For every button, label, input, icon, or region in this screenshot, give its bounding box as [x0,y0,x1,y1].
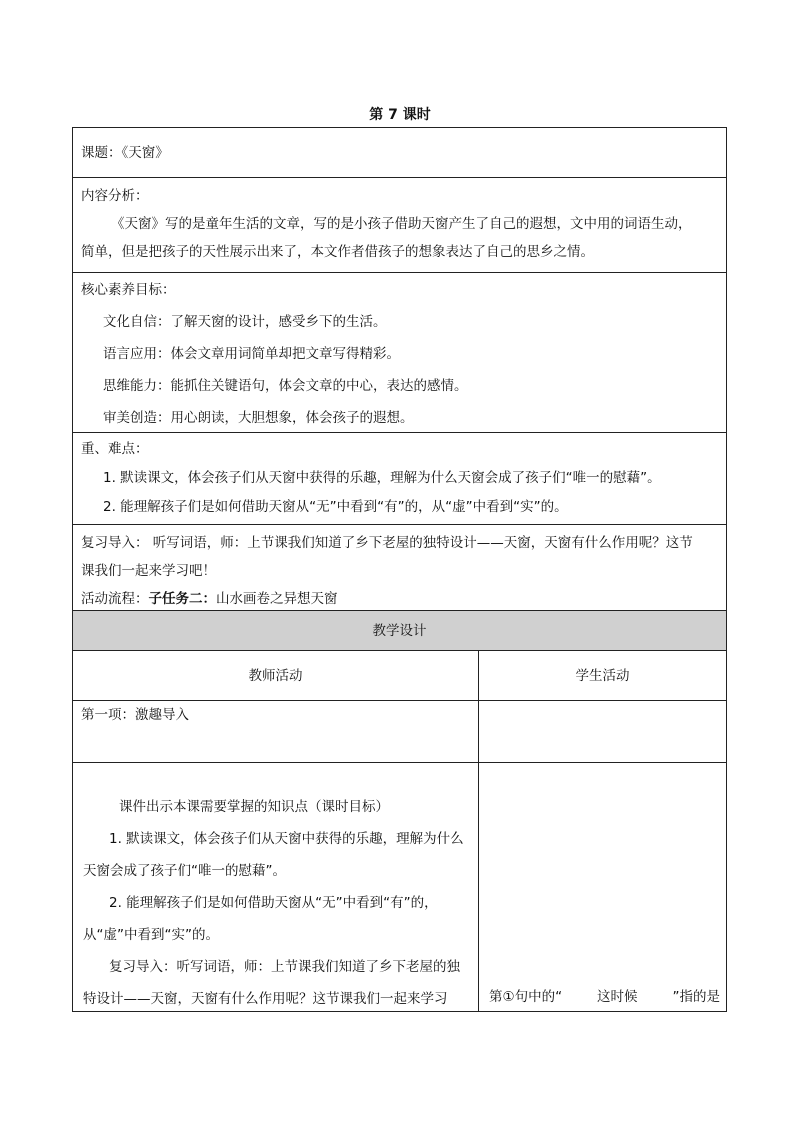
review-line-1: 复习导入： 听写词语，师：上节课我们知道了乡下老屋的独特设计——天窗，天窗有什么作用呢？这节 [81,535,693,551]
flow-rest: 山水画卷之异想天窗 [216,591,338,607]
activity-flow [81,585,718,613]
body-line: 1. 默读课文，体会孩子们从天窗中获得的乐趣，理解为什么 [109,831,464,847]
student-q-part: ”指的是 [672,989,720,1005]
teacher-body [73,763,479,1011]
goal-item: 审美创造：用心朗读，大胆想象，体会孩子的遐想。 [103,410,414,426]
goals-label: 核心素养目标： [81,282,176,298]
lesson-plan-table [72,127,727,1012]
student-q-part: 第①句中的“ [489,989,563,1005]
step-1-student-cell [479,701,726,762]
student-activity-header: 学生活动 [575,668,630,684]
review-line-2: 课我们一起来学习吧！ [81,563,216,579]
analysis-label: 内容分析： [81,188,149,204]
body-line: 2. 能理解孩子们是如何借助天窗从“无”中看到“有”的， [109,895,438,911]
body-row [73,763,726,1011]
key-points-row [73,433,726,525]
design-header: 教学设计 [73,611,726,651]
analysis-line-2: 简单，但是把孩子的天性展示出来了，本文作者借孩子的想象表达了自己的思乡之情。 [81,244,594,260]
review-row [73,525,726,611]
student-question [489,985,720,1009]
analysis-line-1: 《天窗》写的是童年生活的文章，写的是小孩子借助天窗产生了自己的遐想，文中用的词语生动， [111,216,692,232]
body-line: 从“虚”中看到“实”的。 [83,927,219,943]
body-line: 天窗会成了孩子们“唯一的慰藉”。 [83,863,286,879]
body-line: 复习导入：听写词语，师：上节课我们知道了乡下老屋的独 [109,959,460,975]
key-point-item: 2. 能理解孩子们是如何借助天窗从“无”中看到“有”的，从“虚”中看到“实”的。 [103,499,568,515]
student-q-part: 这时候 [597,989,638,1005]
goals-row [73,273,726,433]
body-line: 课件出示本课需要掌握的知识点（课时目标） [119,799,389,815]
key-points-label: 重、难点： [81,441,149,457]
goal-item: 语言应用：体会文章用词简单却把文章写得精彩。 [103,346,400,362]
analysis-row [73,178,726,273]
column-header-row [73,651,726,701]
flow-task: 子任务二： [148,591,216,607]
student-body [479,763,726,1011]
key-point-item: 1. 默读课文，体会孩子们从天窗中获得的乐趣，理解为什么天窗会成了孩子们“唯一的慰藉”。 [103,470,661,486]
step-row [73,701,726,763]
topic-text: 课题：《天窗》 [81,145,169,161]
flow-label: 活动流程： [81,591,149,607]
body-line: 特设计——天窗，天窗有什么作用呢？这节课我们一起来学习 [83,991,448,1007]
topic-row [73,128,726,178]
step-1-label: 第一项：激趣导入 [81,707,189,723]
goal-item: 思维能力：能抓住关键语句，体会文章的中心，表达的感情。 [103,378,468,394]
page-title: 第 7 课时 [369,107,431,123]
teacher-activity-header: 教师活动 [73,651,479,700]
goal-item: 文化自信：了解天窗的设计，感受乡下的生活。 [103,314,387,330]
